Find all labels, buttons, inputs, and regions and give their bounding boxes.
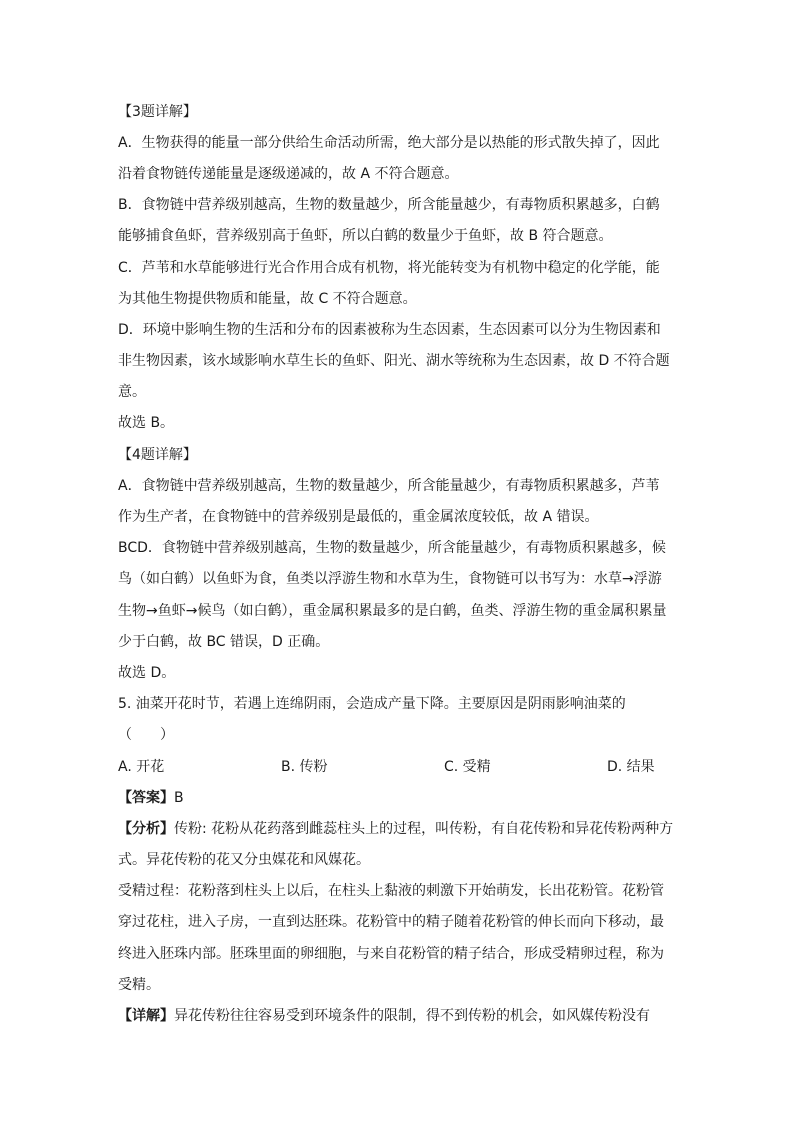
q5-fertilization-line3: 终进入胚珠内部。胚珠里面的卵细胞，与来自花粉管的精子结合，形成受精卵过程，称为 <box>118 946 664 962</box>
q5-answer-parentheses: （ ） <box>118 727 174 743</box>
q3-option-c-line1: C．芦苇和水草能够进行光合作用合成有机物，将光能转变为有机物中稳定的化学能，能 <box>118 260 660 276</box>
analysis-tag: 【分析】 <box>118 821 174 837</box>
q3-option-d-line2: 非生物因素，该水域影响水草生长的鱼虾、阳光、湖水等统称为生态因素，故 D 不符合题 <box>118 353 670 369</box>
answer-tag: 【答案】 <box>118 790 174 806</box>
q3-option-b-line2: 能够捕食鱼虾，营养级别高于鱼虾，所以白鹤的数量少于鱼虾，故 B 符合题意。 <box>118 228 613 244</box>
analysis-text: 传粉: 花粉从花药落到雌蕊柱头上的过程，叫传粉，有自花传粉和异花传粉两种方 <box>174 821 674 837</box>
q4-option-a-line1: A．食物链中营养级别越高，生物的数量越少，所含能量越少，有毒物质积累越多，芦苇 <box>118 478 660 494</box>
q4-option-bcd-line3: 生物→鱼虾→候鸟（如白鹤），重金属积累最多的是白鹤，鱼类、浮游生物的重金属积累量 <box>118 603 667 619</box>
q3-option-d-line3: 意。 <box>118 384 146 400</box>
q5-option-b: B. 传粉 <box>281 759 328 775</box>
q5-detail-line1 <box>118 1006 650 1026</box>
q3-heading: 【3题详解】 <box>118 104 197 120</box>
q5-option-d: D. 结果 <box>607 759 655 775</box>
q3-option-d-line1: D．环境中影响生物的生活和分布的因素被称为生态因素，生态因素可以分为生物因素和 <box>118 322 661 338</box>
q4-option-bcd-line1: BCD．食物链中营养级别越高，生物的数量越少，所含能量越少，有毒物质积累越多，候 <box>118 540 666 556</box>
q5-analysis-line1 <box>118 819 673 839</box>
q5-option-a: A. 开花 <box>118 759 165 775</box>
q4-option-bcd-line2: 鸟（如白鹤）以鱼虾为食，鱼类以浮游生物和水草为生，食物链可以书写为：水草→浮游 <box>118 571 662 587</box>
q3-option-a-line1: A．生物获得的能量一部分供给生命活动所需，绝大部分是以热能的形式散失掉了，因此 <box>118 135 660 151</box>
detail-text: 异花传粉往往容易受到环境条件的限制，得不到传粉的机会，如风媒传粉没有 <box>174 1008 650 1024</box>
q5-fertilization-line2: 穿过花柱，进入子房，一直到达胚珠。花粉管中的精子随着花粉管的伸长而向下移动，最 <box>118 914 664 930</box>
q3-option-a-line2: 沿着食物链传递能量是逐级递减的，故 A 不符合题意。 <box>118 166 459 182</box>
q4-option-bcd-line4: 少于白鹤，故 BC 错误，D 正确。 <box>118 634 330 650</box>
q5-answer-line <box>118 788 184 808</box>
q5-analysis-line2: 式。异花传粉的花又分虫媒花和风媒花。 <box>118 852 370 868</box>
q5-option-c: C. 受精 <box>444 759 491 775</box>
q5-fertilization-line1: 受精过程：花粉落到柱头上以后，在柱头上黏液的刺激下开始萌发，长出花粉管。花粉管 <box>118 883 664 899</box>
q3-choice: 故选 B。 <box>118 415 175 431</box>
answer-value: B <box>174 790 184 806</box>
q4-option-a-line2: 作为生产者，在食物链中的营养级别是最低的，重金属浓度较低，故 A 错误。 <box>118 509 599 525</box>
q4-choice: 故选 D。 <box>118 665 176 681</box>
detail-tag: 【详解】 <box>118 1008 174 1024</box>
q5-fertilization-line4: 受精。 <box>118 977 160 993</box>
q3-option-b-line1: B．食物链中营养级别越高，生物的数量越少，所含能量越少，有毒物质积累越多，白鹤 <box>118 197 660 213</box>
q3-option-c-line2: 为其他生物提供物质和能量，故 C 不符合题意。 <box>118 291 417 307</box>
q5-stem: 5. 油菜开花时节，若遇上连绵阴雨，会造成产量下降。主要原因是阴雨影响油菜的 <box>118 696 626 712</box>
q4-heading: 【4题详解】 <box>118 447 197 463</box>
